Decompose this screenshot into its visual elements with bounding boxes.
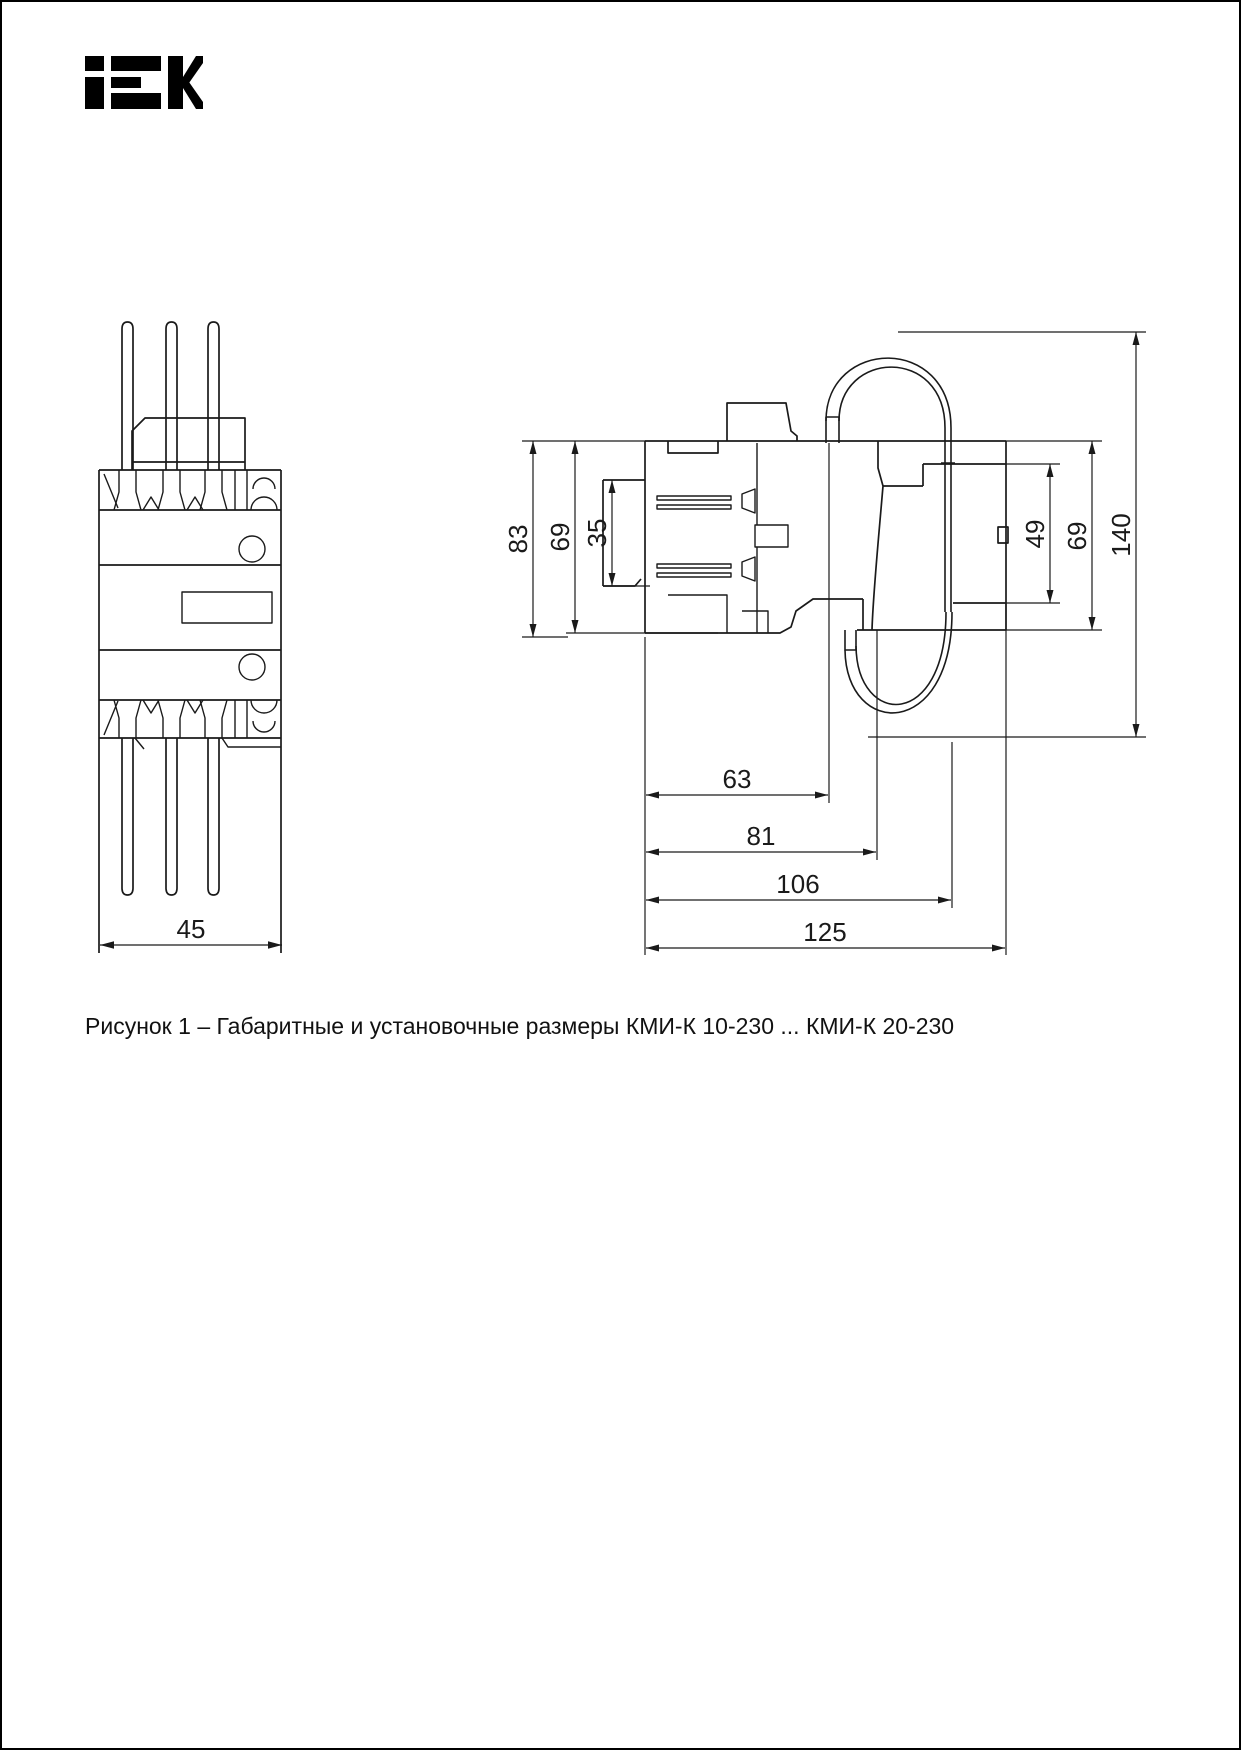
dim-label-69-left: 69 bbox=[545, 522, 575, 552]
dim-label-69-right: 69 bbox=[1062, 521, 1092, 551]
front-screw-upper bbox=[239, 536, 265, 562]
front-upper-pins bbox=[122, 322, 219, 470]
front-view-outline bbox=[99, 322, 281, 953]
side-dim-arrowheads bbox=[530, 332, 1140, 952]
dim-label-63: 63 bbox=[722, 764, 752, 794]
side-view-details bbox=[657, 443, 788, 633]
dim-label-45: 45 bbox=[176, 914, 206, 944]
dim-label-106: 106 bbox=[776, 869, 820, 899]
wire-lug-bottom bbox=[845, 630, 856, 650]
front-lower-pins bbox=[122, 738, 219, 895]
front-view-details bbox=[104, 470, 281, 749]
dim-label-140: 140 bbox=[1106, 513, 1136, 557]
dim-label-125: 125 bbox=[803, 917, 847, 947]
side-view-outline bbox=[603, 403, 1008, 633]
side-wire-loops bbox=[826, 358, 955, 713]
dim-label-83: 83 bbox=[503, 524, 533, 554]
side-aux-contact-block bbox=[727, 403, 797, 441]
figure-caption: Рисунок 1 – Габаритные и установочные размеры КМИ-К 10-230 ... КМИ-К 20-230 bbox=[85, 1013, 955, 1039]
front-screw-lower bbox=[239, 654, 265, 680]
front-label-plate bbox=[182, 592, 272, 623]
dim-label-81: 81 bbox=[746, 821, 776, 851]
wire-lug-top bbox=[826, 417, 839, 443]
front-dim-width bbox=[100, 914, 282, 949]
dim-label-35: 35 bbox=[582, 518, 612, 548]
dim-label-49: 49 bbox=[1020, 519, 1050, 549]
side-dim-lines bbox=[522, 332, 1146, 955]
side-dim-labels bbox=[503, 513, 1136, 947]
